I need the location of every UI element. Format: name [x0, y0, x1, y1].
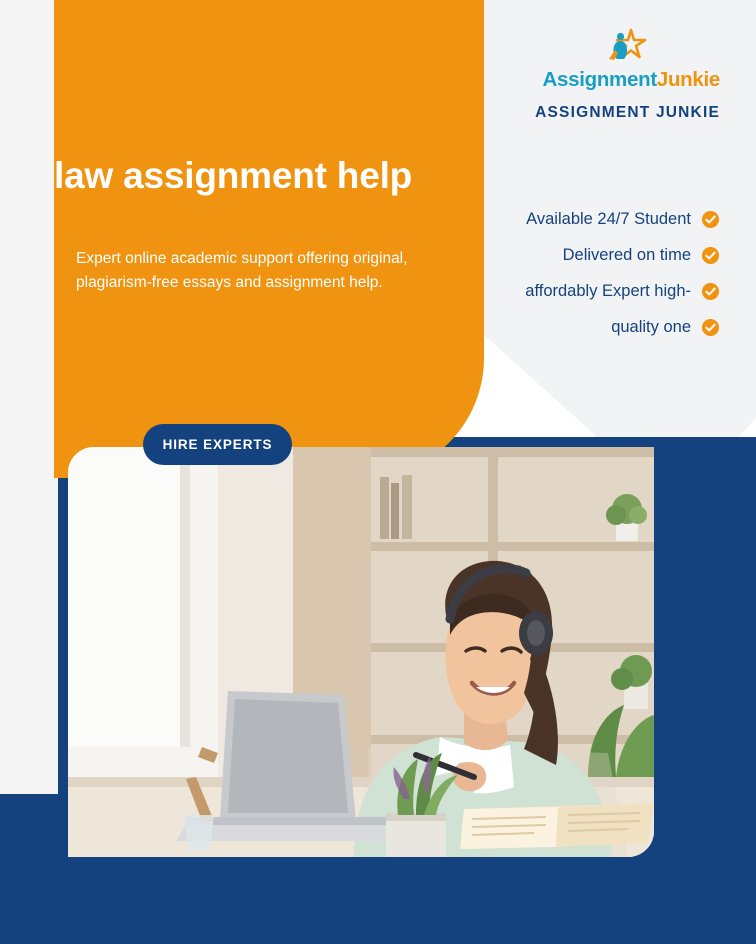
feature-label: Available 24/7 Student [526, 209, 691, 228]
brand-wordmark-part2: Junkie [656, 68, 720, 91]
star-person-logo-icon [602, 26, 648, 72]
hero-photo [68, 447, 654, 857]
list-item [420, 244, 720, 266]
feature-label: Delivered on time [562, 245, 691, 264]
list-item [420, 280, 720, 302]
page-title: law assignment help [54, 155, 413, 196]
brand-name: ASSIGNMENT JUNKIE [535, 104, 720, 121]
brand-wordmark-part1: Assignment [542, 68, 657, 91]
brand-logo-block[interactable] [490, 26, 720, 122]
check-circle-icon [701, 282, 720, 301]
hero-subtitle: Expert online academic support offering original, plagiarism-free essays and assignment help. [76, 250, 408, 292]
hire-experts-button[interactable]: HIRE EXPERTS [143, 424, 292, 465]
list-item [420, 316, 720, 338]
check-circle-icon [701, 210, 720, 229]
check-circle-icon [701, 246, 720, 265]
feature-label: quality one [611, 317, 691, 336]
list-item [420, 208, 720, 230]
feature-label: affordably Expert high- [525, 281, 691, 300]
check-circle-icon [701, 318, 720, 337]
brand-wordmark [490, 68, 720, 92]
features-list [420, 208, 720, 352]
